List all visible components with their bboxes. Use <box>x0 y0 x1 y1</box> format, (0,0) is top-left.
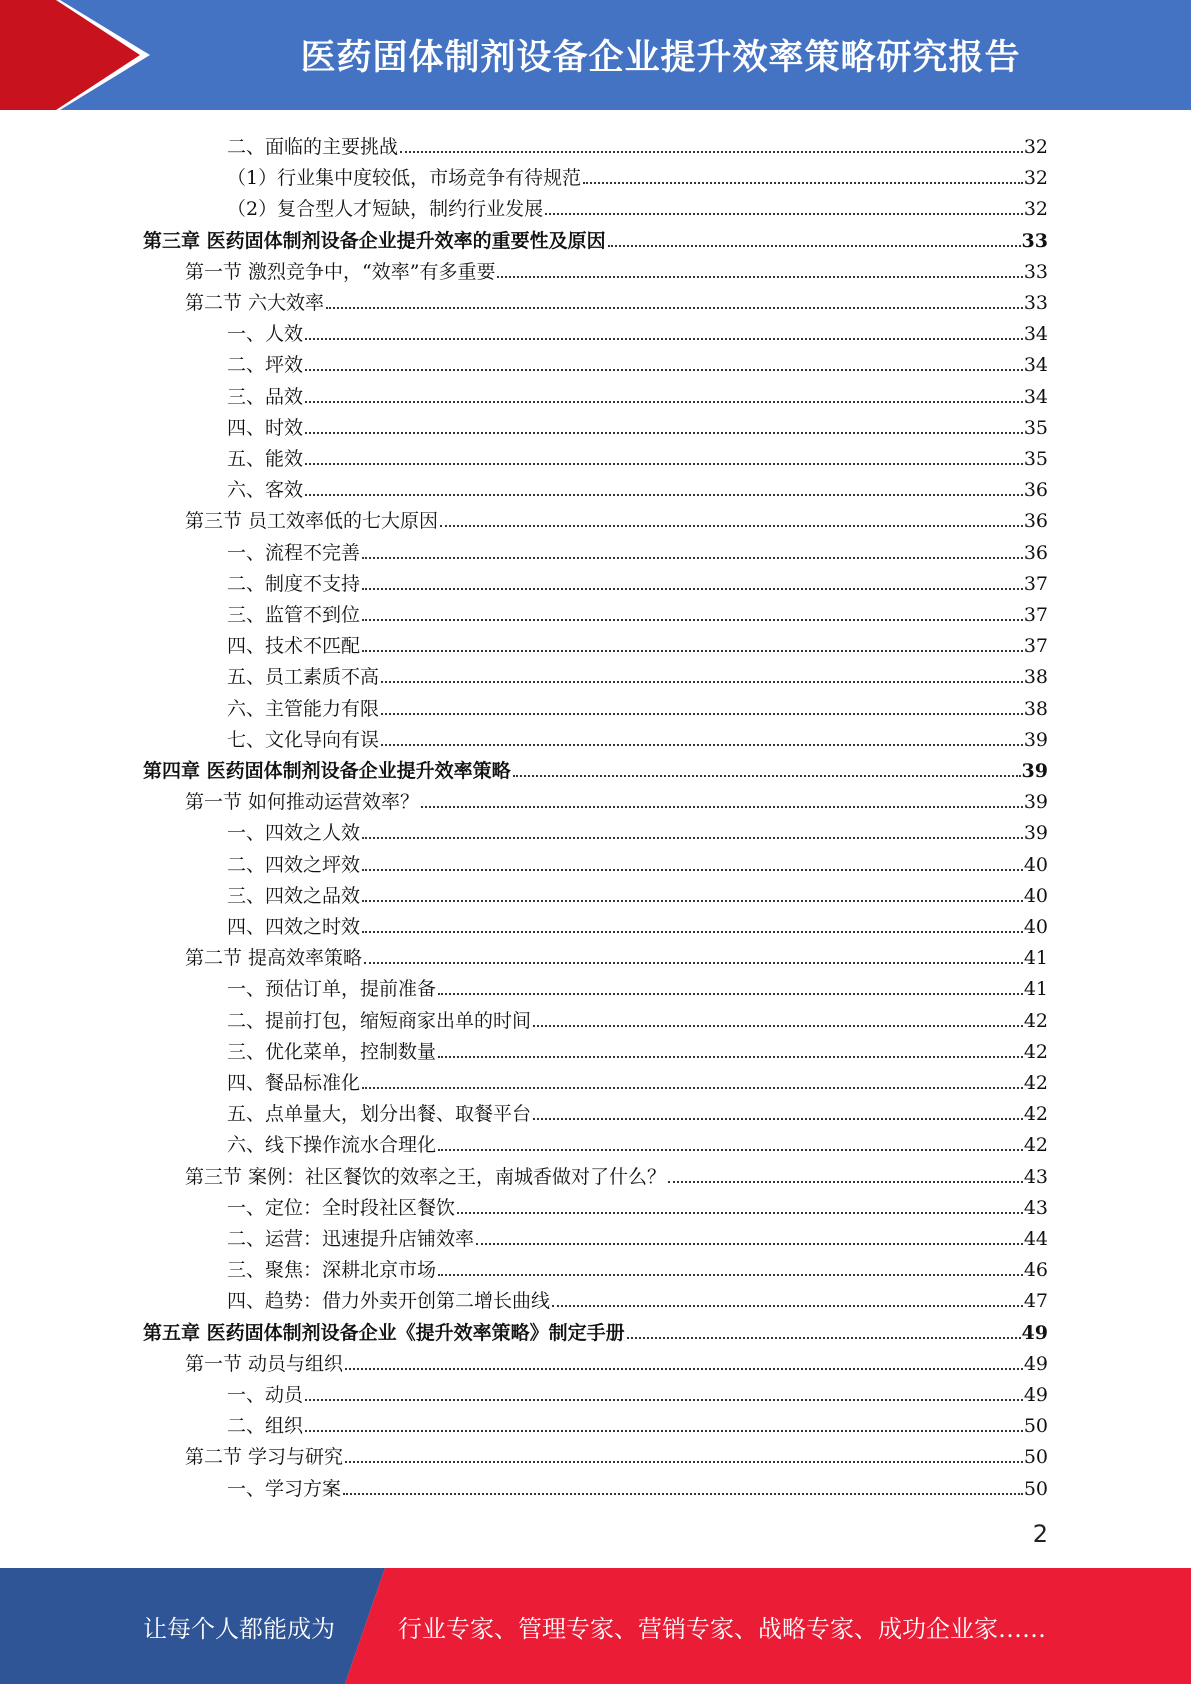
toc-entry-page: 40 <box>1023 884 1048 907</box>
toc-entry-title: 七、文化导向有误 <box>227 728 380 751</box>
toc-item[interactable] <box>227 1375 1048 1406</box>
dot-leader <box>362 837 1023 839</box>
toc-entry-page: 39 <box>1023 791 1048 814</box>
dot-leader <box>305 401 1023 403</box>
dot-leader <box>305 463 1023 465</box>
toc-entry-title: 第三章 医药固体制剂设备企业提升效率的重要性及原因 <box>143 229 606 252</box>
toc-entry-title: 第五章 医药固体制剂设备企业《提升效率策略》制定手册 <box>143 1321 625 1344</box>
toc-chapter[interactable] <box>143 221 1048 252</box>
dot-leader <box>497 276 1022 278</box>
toc-entry-title: 三、品效 <box>227 385 304 408</box>
toc-entry-title: 二、四效之坪效 <box>227 853 361 876</box>
toc-section[interactable] <box>185 252 1048 283</box>
toc-entry-title: 二、制度不支持 <box>227 572 361 595</box>
toc-entry-page: 37 <box>1023 635 1048 658</box>
toc-item[interactable] <box>227 1001 1048 1032</box>
dot-leader <box>627 1337 1021 1339</box>
toc-item[interactable] <box>227 1094 1048 1125</box>
toc-item[interactable] <box>227 1281 1048 1312</box>
dot-leader <box>305 1430 1023 1432</box>
dot-leader <box>438 1274 1023 1276</box>
dot-leader <box>343 1493 1023 1495</box>
toc-entry-title: 第一节 动员与组织 <box>185 1352 344 1375</box>
toc-item[interactable] <box>227 314 1048 345</box>
toc-entry-page: 38 <box>1023 697 1048 720</box>
toc-item[interactable] <box>227 345 1048 376</box>
toc-entry-page: 36 <box>1023 541 1048 564</box>
toc-chapter[interactable] <box>143 751 1048 782</box>
toc-entry-page: 42 <box>1023 1009 1048 1032</box>
toc-entry-title: 第三节 员工效率低的七大原因 <box>185 510 439 533</box>
toc-item[interactable] <box>227 595 1048 626</box>
dot-leader <box>381 681 1023 683</box>
toc-item[interactable] <box>227 1469 1048 1500</box>
dot-leader <box>305 369 1023 371</box>
footer-slogan-left: 让每个人都能成为 <box>143 1614 335 1643</box>
dot-leader <box>364 962 1023 964</box>
toc-entry-title: 六、主管能力有限 <box>227 697 380 720</box>
toc-item[interactable] <box>227 1063 1048 1094</box>
toc-item[interactable] <box>227 813 1048 844</box>
toc-entry-title: 四、餐品标准化 <box>227 1072 361 1094</box>
toc-section[interactable] <box>185 501 1048 532</box>
dot-leader <box>362 650 1023 652</box>
toc-entry-title: 第一节 如何推动运营效率？ <box>185 791 420 814</box>
toc-section[interactable] <box>185 1157 1048 1188</box>
dot-leader <box>362 557 1023 559</box>
toc-entry-page: 35 <box>1023 448 1048 470</box>
toc-entry-title: 一、学习方案 <box>227 1477 342 1500</box>
toc-entry-page: 36 <box>1023 479 1048 502</box>
dot-leader <box>362 1087 1023 1089</box>
toc-entry-page: 42 <box>1023 1134 1048 1157</box>
toc-item[interactable] <box>227 720 1048 751</box>
toc-entry-page: 33 <box>1023 292 1048 314</box>
toc-item[interactable] <box>227 626 1048 657</box>
toc-entry-title: 四、趋势：借力外卖开创第二增长曲线 <box>227 1290 551 1313</box>
toc-item[interactable] <box>227 876 1048 907</box>
footer-slogan-right: 行业专家、管理专家、营销专家、战略专家、成功企业家…… <box>398 1614 1046 1643</box>
toc-entry-title: 二、组织 <box>227 1415 304 1438</box>
dot-leader <box>381 744 1023 746</box>
toc-item[interactable] <box>227 907 1048 938</box>
dot-leader <box>476 1243 1023 1245</box>
toc-entry-page: 40 <box>1023 853 1048 876</box>
toc-entry-page: 34 <box>1023 385 1048 408</box>
toc-entry-title: 第二节 提高效率策略 <box>185 947 363 970</box>
toc-entry-page: 50 <box>1023 1446 1048 1469</box>
toc-item[interactable] <box>227 689 1048 720</box>
dot-leader <box>345 1461 1023 1463</box>
toc-entry-title: 第三节 案例：社区餐饮的效率之王，南城香做对了什么？ <box>185 1165 667 1188</box>
toc-item[interactable] <box>227 1250 1048 1281</box>
dot-leader <box>381 713 1023 715</box>
toc-entry-title: 第二节 学习与研究 <box>185 1446 344 1469</box>
toc-entry-page: 49 <box>1023 1384 1048 1406</box>
dot-leader <box>608 245 1021 247</box>
toc-entry-title: 一、四效之人效 <box>227 822 361 845</box>
toc-entry-page: 49 <box>1023 1352 1048 1375</box>
toc-entry-title: 二、提前打包，缩短商家出单的时间 <box>227 1009 532 1032</box>
toc-entry-page: 39 <box>1021 760 1048 782</box>
toc-entry-page: 34 <box>1023 323 1048 346</box>
toc-entry-page: 42 <box>1023 1103 1048 1126</box>
toc-entry-page: 33 <box>1023 260 1048 283</box>
dot-leader <box>362 588 1023 590</box>
dot-leader <box>533 1118 1023 1120</box>
toc-item[interactable] <box>227 377 1048 408</box>
toc-entry-title: 一、定位：全时段社区餐饮 <box>227 1196 456 1219</box>
toc-entry-title: 四、技术不匹配 <box>227 635 361 658</box>
toc-item[interactable] <box>227 564 1048 595</box>
dot-leader <box>438 1149 1023 1151</box>
toc-entry-page: 42 <box>1023 1040 1048 1063</box>
dot-leader <box>362 900 1023 902</box>
toc-item[interactable] <box>227 408 1048 439</box>
dot-leader <box>305 494 1023 496</box>
toc-entry-title: 三、四效之品效 <box>227 884 361 907</box>
dot-leader <box>438 993 1023 995</box>
page-number: 2 <box>1032 1520 1048 1548</box>
toc-item[interactable] <box>227 657 1048 688</box>
dot-leader <box>545 213 1023 215</box>
dot-leader <box>457 1212 1023 1214</box>
toc-item[interactable] <box>227 533 1048 564</box>
dot-leader <box>362 869 1023 871</box>
toc-entry-page: 46 <box>1023 1259 1048 1282</box>
toc-entry-page: 39 <box>1023 728 1048 751</box>
toc-item[interactable] <box>227 439 1048 470</box>
toc-item[interactable] <box>227 1125 1048 1156</box>
toc-entry-title: 三、优化菜单，控制数量 <box>227 1040 437 1063</box>
page-footer <box>0 1568 1191 1684</box>
toc-entry-title: 一、人效 <box>227 323 304 346</box>
toc-section[interactable] <box>185 938 1048 969</box>
toc-entry-page: 37 <box>1023 572 1048 595</box>
dot-leader <box>552 1305 1023 1307</box>
dot-leader <box>533 1025 1023 1027</box>
toc-item[interactable] <box>227 127 1048 158</box>
toc-entry-title: 一、流程不完善 <box>227 541 361 564</box>
toc-entry-page: 49 <box>1021 1321 1048 1344</box>
dot-leader <box>440 525 1023 527</box>
dot-leader <box>438 1056 1023 1058</box>
page-header <box>0 0 1191 110</box>
dot-leader <box>362 619 1023 621</box>
toc-entry-page: 44 <box>1023 1228 1048 1250</box>
toc-entry-page: 50 <box>1023 1477 1048 1500</box>
dot-leader <box>326 307 1023 309</box>
toc-section[interactable] <box>185 1344 1048 1375</box>
toc-entry-page: 32 <box>1023 136 1048 158</box>
dot-leader <box>421 806 1023 808</box>
dot-leader <box>400 151 1023 153</box>
dot-leader <box>513 775 1021 777</box>
toc-section[interactable] <box>185 1437 1048 1468</box>
toc-section[interactable] <box>185 283 1048 314</box>
chevron-arrow-icon <box>0 0 160 110</box>
toc-entry-title: 三、监管不到位 <box>227 604 361 626</box>
toc-entry-title: 六、线下操作流水合理化 <box>227 1134 437 1157</box>
report-title: 医药固体制剂设备企业提升效率策略研究报告 <box>300 38 1021 78</box>
toc-entry-title: 五、能效 <box>227 448 304 470</box>
toc-entry-page: 32 <box>1023 198 1048 221</box>
toc-entry-page: 38 <box>1023 666 1048 689</box>
dot-leader <box>345 1368 1023 1370</box>
toc-entry-title: 四、四效之时效 <box>227 916 361 938</box>
toc-item[interactable] <box>227 1188 1048 1219</box>
toc-entry-title: 第一节 激烈竞争中，“效率”有多重要 <box>185 260 496 283</box>
dot-leader <box>305 432 1023 434</box>
toc-entry-page: 32 <box>1023 167 1048 190</box>
toc-item[interactable] <box>227 1219 1048 1250</box>
toc-entry-title: 一、预估订单，提前准备 <box>227 978 437 1001</box>
toc-entry-title: 三、聚焦：深耕北京市场 <box>227 1259 437 1282</box>
toc-entry-page: 47 <box>1023 1290 1048 1313</box>
toc-entry-title: 五、员工素质不高 <box>227 666 380 689</box>
toc-entry-title: 一、动员 <box>227 1384 304 1406</box>
toc-entry-title: 六、客效 <box>227 479 304 502</box>
toc-entry-title: 五、点单量大，划分出餐、取餐平台 <box>227 1103 532 1126</box>
toc-entry-page: 43 <box>1023 1165 1048 1188</box>
toc-section[interactable] <box>185 782 1048 813</box>
toc-item[interactable] <box>227 189 1048 220</box>
toc-entry-page: 39 <box>1023 822 1048 845</box>
toc-entry-page: 41 <box>1023 947 1048 970</box>
toc-entry-page: 34 <box>1023 354 1048 377</box>
dot-leader <box>583 182 1023 184</box>
toc-item[interactable] <box>227 470 1048 501</box>
toc-entry-title: 四、时效 <box>227 416 304 439</box>
toc-entry-page: 36 <box>1023 510 1048 533</box>
dot-leader <box>305 1399 1023 1401</box>
toc-item[interactable] <box>227 158 1048 189</box>
dot-leader <box>362 931 1023 933</box>
toc-item[interactable] <box>227 845 1048 876</box>
toc-entry-title: 第二节 六大效率 <box>185 292 325 314</box>
toc-entry-page: 43 <box>1023 1196 1048 1219</box>
toc-entry-page: 35 <box>1023 416 1048 439</box>
dot-leader <box>305 338 1023 340</box>
toc-entry-title: 二、坪效 <box>227 354 304 377</box>
toc-entry-title: （2）复合型人才短缺，制约行业发展 <box>227 198 544 221</box>
dot-leader <box>668 1181 1023 1183</box>
toc-entry-title: （1）行业集中度较低，市场竞争有待规范 <box>227 167 582 190</box>
toc-item[interactable] <box>227 1032 1048 1063</box>
toc-entry-page: 37 <box>1023 604 1048 626</box>
toc-item[interactable] <box>227 969 1048 1000</box>
toc-item[interactable] <box>227 1406 1048 1437</box>
toc-entry-page: 33 <box>1021 229 1048 252</box>
toc-entry-page: 50 <box>1023 1415 1048 1438</box>
toc-entry-page: 42 <box>1023 1072 1048 1094</box>
toc-entry-title: 第四章 医药固体制剂设备企业提升效率策略 <box>143 760 511 782</box>
toc-entry-title: 二、面临的主要挑战 <box>227 136 399 158</box>
toc-entry-page: 41 <box>1023 978 1048 1001</box>
toc-entry-title: 二、运营：迅速提升店铺效率 <box>227 1228 475 1250</box>
toc-entry-page: 40 <box>1023 916 1048 938</box>
toc-chapter[interactable] <box>143 1313 1048 1344</box>
